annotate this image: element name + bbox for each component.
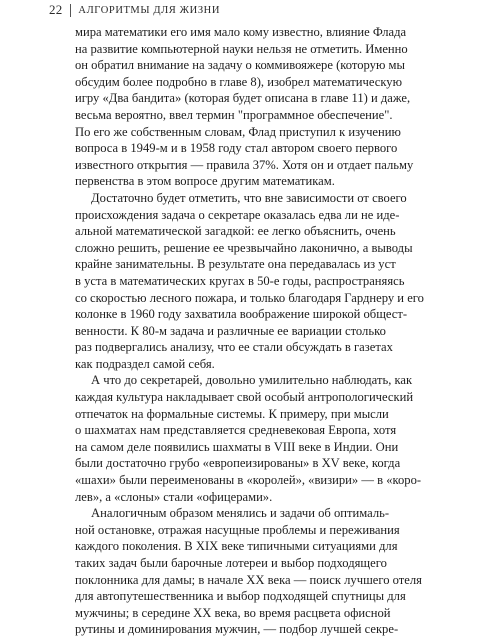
text-line: первенства в этом вопросе другим математикам.	[75, 174, 335, 189]
text-line: на развитие компьютерной науки нельзя не отметить. Именно	[75, 41, 408, 56]
text-line: каждая культура накладывает свой особый антропологический	[75, 390, 414, 405]
text-line: колонке в 1960 году захватила воображение широкой общест-	[75, 307, 408, 322]
text-line: отпечаток на формальные системы. К примеру, при мысли	[75, 406, 389, 421]
text-line: обсудим более подробно в главе 8), изобрел математическую	[75, 74, 402, 89]
running-header-title: АЛГОРИТМЫ ДЛЯ ЖИЗНИ	[78, 4, 221, 16]
header-divider	[70, 4, 71, 17]
text-line: для автопутешественника и выбор подходящей спутницы для	[75, 589, 406, 604]
text-line: мужчины; в середине XX века, во время расцвета офисной	[75, 605, 391, 620]
text-line: игру «Два бандита» (которая будет описана в главе 11) и даже,	[75, 91, 411, 106]
text-line: были достаточно грубо «европеизированы» в XV веке, когда	[75, 456, 401, 471]
text-line: известного открытия — правила 37%. Хотя он и отдает пальму	[75, 157, 414, 172]
text-line: на самом деле появились шахматы в VIII веке в Индии. Они	[75, 439, 399, 454]
body-text	[75, 24, 447, 638]
running-header	[49, 2, 220, 18]
text-line: каждого поколения. В XIX веке типичными ситуациями для	[75, 539, 398, 554]
text-line: альной математической загадкой: ее легко объяснить, очень	[75, 224, 396, 239]
text-line: со скоростью лесного пожара, и только благодаря Гарднеру и его	[75, 290, 424, 305]
paragraph	[75, 372, 447, 505]
text-line: таких задач были барочные лотереи и выбор подходящего	[75, 556, 387, 570]
text-line: о шахматах нам представляется средневековая Европа, хотя	[75, 423, 397, 438]
text-line: венности. К 80-м задача и различные ее вариации столько	[75, 323, 386, 338]
text-line: По его же собственным словам, Флад приступил к изучению	[75, 124, 401, 139]
text-line: сложно решить, решение ее чрезвычайно лаконично, а выводы	[75, 240, 413, 255]
text-line: «шахи» были переименованы в «королей», «визири» — в «коро-	[75, 473, 422, 488]
text-line: поклонника для дамы; в начале XX века — поиск лучшего отеля	[75, 572, 422, 587]
text-line: как подраздел самой себя.	[75, 356, 215, 371]
text-line: ной остановке, отражая насущные проблемы и переживания	[75, 522, 400, 537]
text-line: вопроса в 1949-м и в 1958 году стал автором своего первого	[75, 141, 398, 156]
text-line: он обратил внимание на задачу о коммивояжере (которую мы	[75, 58, 405, 73]
text-line: раз подвергались анализу, что ее стали обсуждать в газетах	[75, 340, 393, 355]
paragraph	[75, 24, 447, 190]
paragraph	[75, 190, 447, 373]
paragraph	[75, 505, 447, 638]
text-line: в уста в математических кругах в 50-е годы, распространяясь	[75, 273, 405, 288]
text-line: А что до секретарей, довольно умилительно наблюдать, как	[91, 373, 413, 388]
text-line: весьма вероятно, ввел термин "программное обеспечение".	[75, 107, 393, 122]
page-number: 22	[49, 2, 63, 17]
text-line: происхождения задача о секретаре оказалась едва ли не иде-	[75, 207, 400, 222]
text-line: крайне занимательны. В результате она передавалась из уст	[75, 257, 396, 272]
text-line: мира математики его имя мало кому известно, влияние Флада	[75, 25, 407, 39]
text-line: рутины и доминирования мужчин, — подбор лучшей секре-	[75, 622, 399, 637]
text-line: лев», а «слоны» стали «офицерами».	[75, 489, 273, 504]
text-line: Аналогичным образом менялись и задачи об оптималь-	[91, 506, 390, 521]
text-line: Достаточно будет отметить, что вне зависимости от своего	[91, 190, 407, 205]
